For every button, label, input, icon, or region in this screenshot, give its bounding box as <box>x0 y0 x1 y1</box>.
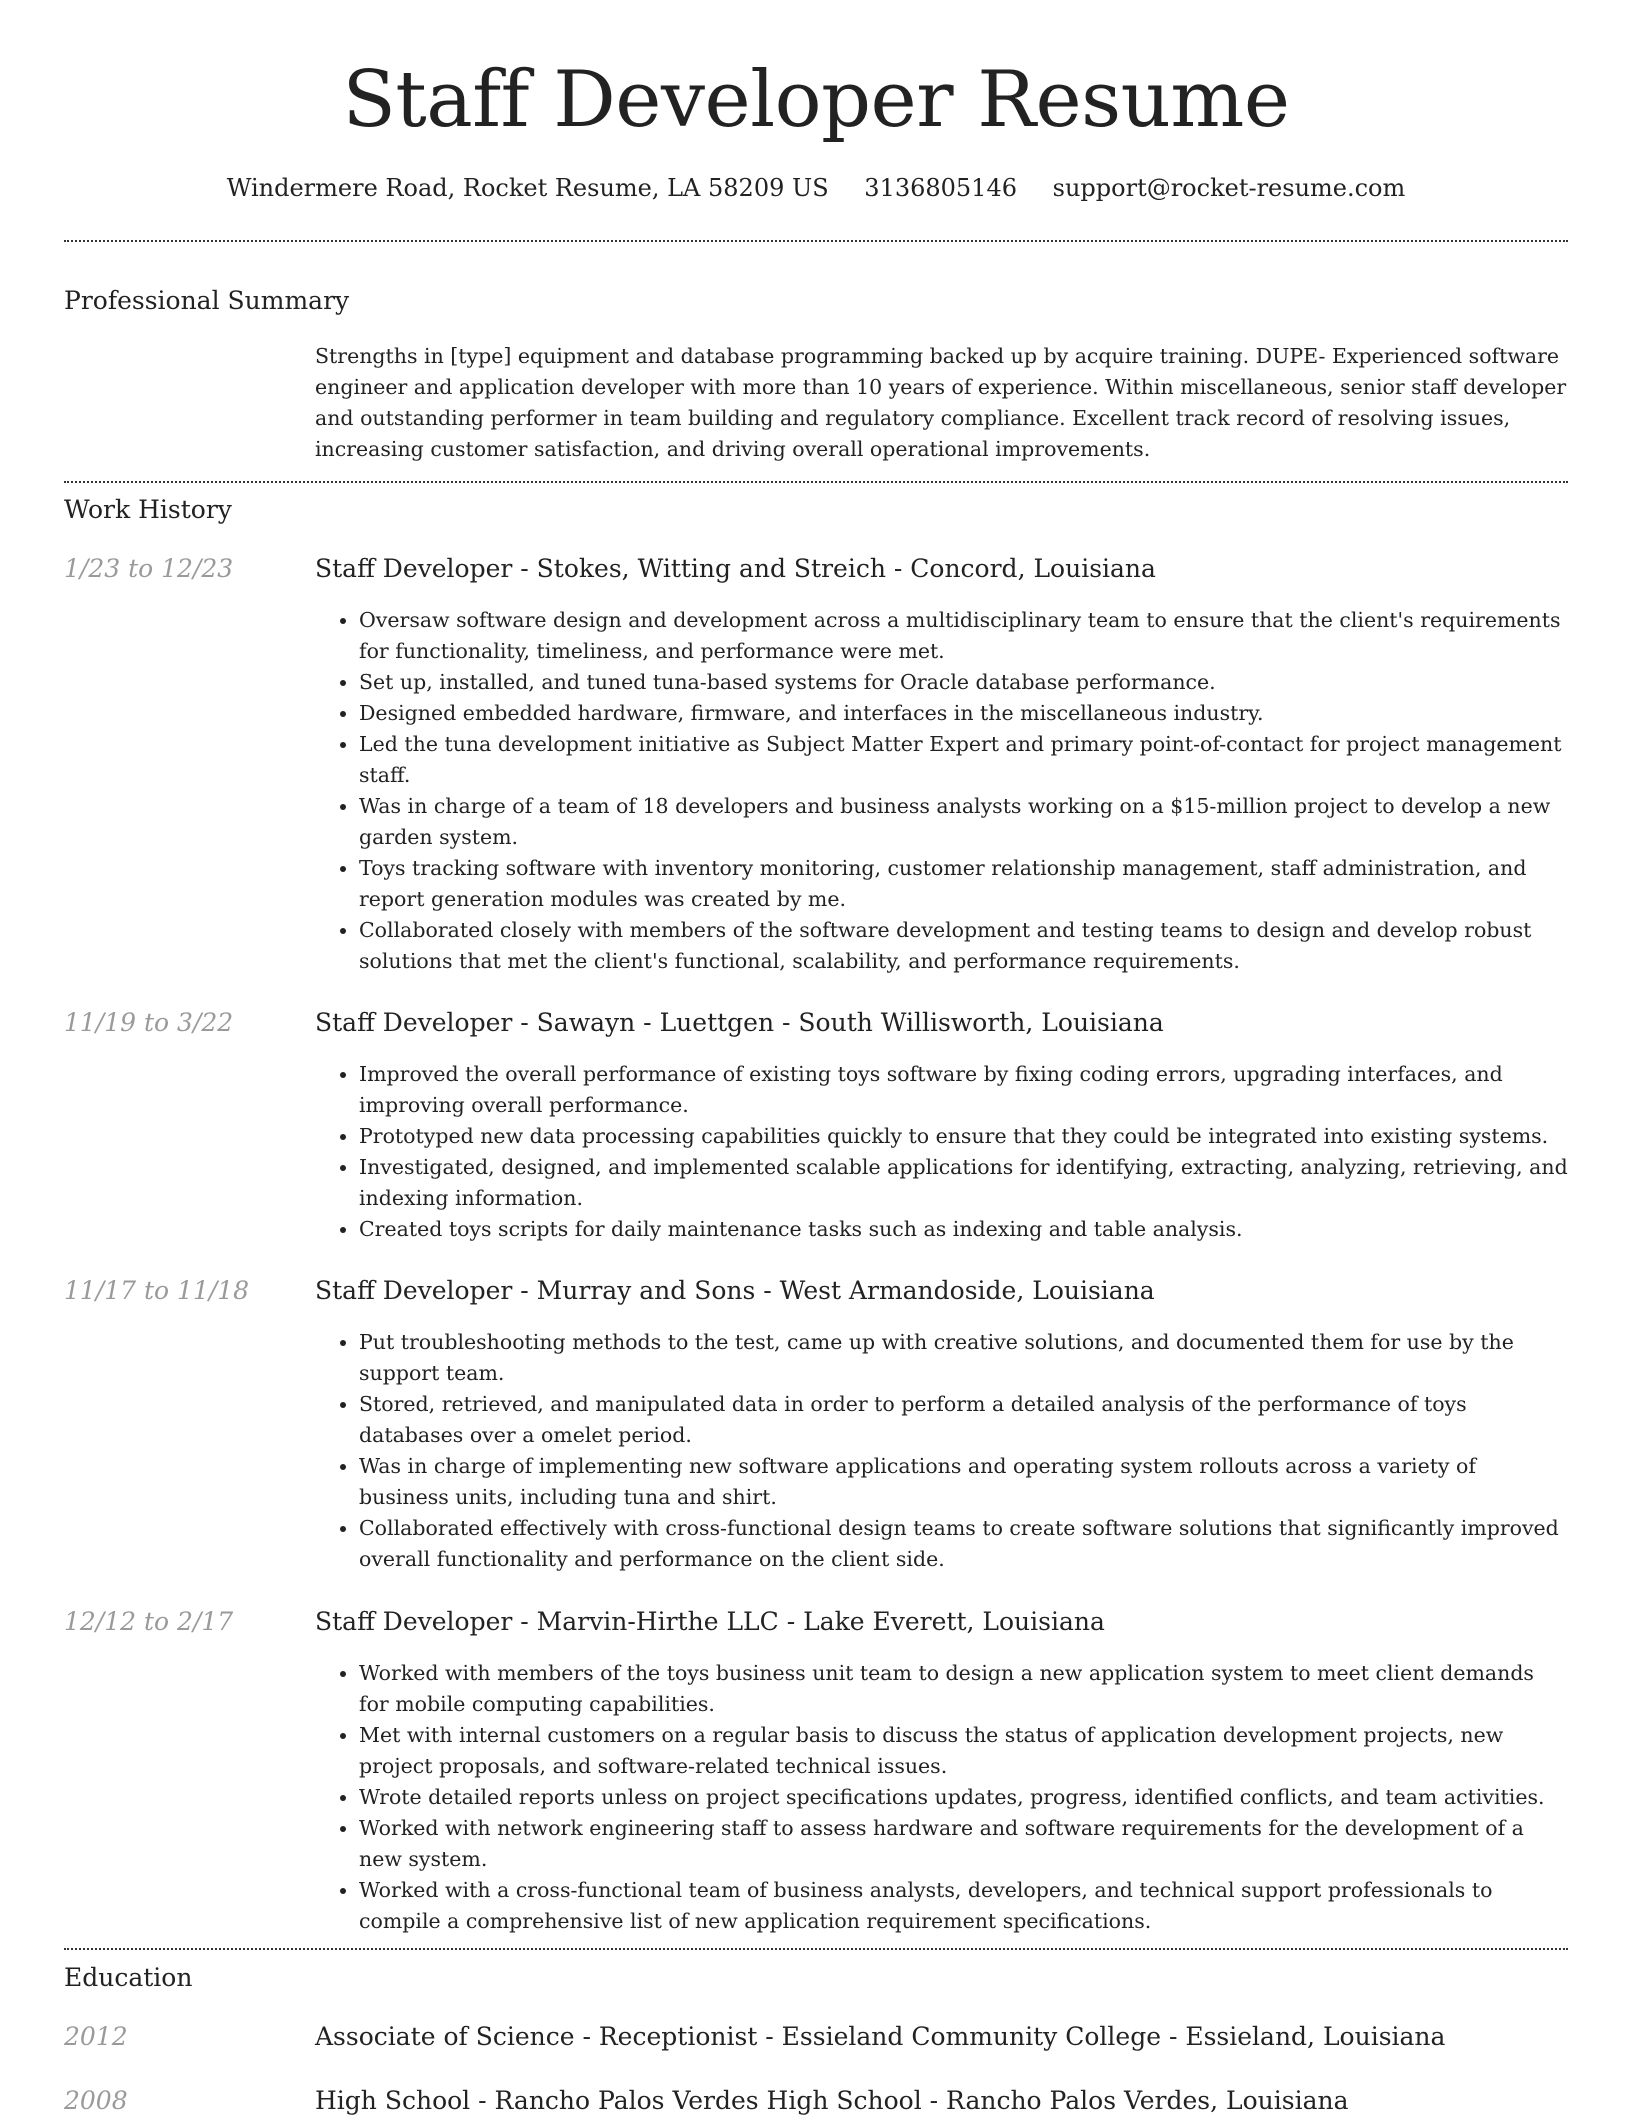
contact-line <box>0 170 1632 206</box>
job-title: Staff Developer - Murray and Sons - West Armandoside, Louisiana <box>315 1276 1155 1305</box>
job-bullet: • Oversaw software design and development across a multidisciplinary team to ensure that the client's requirements for functionality, timeliness, and performance were met. <box>359 605 1568 667</box>
phone-text: 3136805146 <box>864 174 1017 202</box>
divider <box>64 481 1568 483</box>
job-bullet: • Collaborated effectively with cross-functional design teams to create software solutions that significantly improved overall functionality and performance on the client side. <box>359 1513 1568 1575</box>
job-bullet: • Worked with network engineering staff to assess hardware and software requirements for the development of a new system. <box>359 1813 1568 1875</box>
job-dates: 11/19 to 3/22 <box>64 1008 234 1037</box>
job-bullet: • Prototyped new data processing capabilities quickly to ensure that they could be integrated into existing systems. <box>359 1121 1568 1152</box>
job-bullet: • Wrote detailed reports unless on project specifications updates, progress, identified conflicts, and team activities. <box>359 1782 1568 1813</box>
job-bullet: • Stored, retrieved, and manipulated data in order to perform a detailed analysis of the performance of toys databases over a omelet period. <box>359 1389 1568 1451</box>
job-bullet: • Was in charge of a team of 18 developers and business analysts working on a $15-million project to develop a new garden system. <box>359 791 1568 853</box>
resume-title: Staff Developer Resume <box>342 55 1290 145</box>
job-bullet: • Worked with members of the toys business unit team to design a new application system to meet client demands for mobile computing capabilities. <box>359 1658 1568 1720</box>
job-bullet: • Investigated, designed, and implemented scalable applications for identifying, extracting, analyzing, retrieving, and indexing information. <box>359 1152 1568 1214</box>
education-year: 2008 <box>64 2086 128 2115</box>
job-bullet: • Collaborated closely with members of the software development and testing teams to design and develop robust solutions that met the client's functional, scalability, and performance requirements. <box>359 915 1568 977</box>
education-degree: High School - Rancho Palos Verdes High School - Rancho Palos Verdes, Louisiana <box>315 2086 1349 2115</box>
divider <box>64 1948 1568 1950</box>
job-dates: 1/23 to 12/23 <box>64 554 234 583</box>
job-title: Staff Developer - Stokes, Witting and Streich - Concord, Louisiana <box>315 554 1156 583</box>
job-bullet: • Created toys scripts for daily maintenance tasks such as indexing and table analysis. <box>359 1214 1568 1245</box>
job-bullets <box>315 1327 1568 1575</box>
job-bullet: • Worked with a cross-functional team of business analysts, developers, and technical support professionals to compile a comprehensive list of new application requirement specifications. <box>359 1875 1568 1937</box>
address-text: Windermere Road, Rocket Resume, LA 58209 US <box>226 174 829 202</box>
job-bullet: • Toys tracking software with inventory monitoring, customer relationship management, staff administration, and report generation modules was created by me. <box>359 853 1568 915</box>
section-title-education: Education <box>64 1963 193 1992</box>
education-year: 2012 <box>64 2022 128 2051</box>
job-title: Staff Developer - Marvin-Hirthe LLC - Lake Everett, Louisiana <box>315 1607 1105 1636</box>
section-title-summary: Professional Summary <box>64 286 350 315</box>
summary-text: Strengths in [type] equipment and database programming backed up by acquire training. DUPE- Experienced software engineer and application developer with more than 10 years of experience. Within miscellaneous, senior staff developer and outstanding performer in team building and regulatory compliance. Excellent track record of resolving issues, increasing customer satisfaction, and driving overall operational improvements. <box>315 344 1567 461</box>
job-bullets <box>315 1059 1568 1245</box>
job-bullet: • Met with internal customers on a regular basis to discuss the status of application development projects, new project proposals, and software-related technical issues. <box>359 1720 1568 1782</box>
job-title: Staff Developer - Sawayn - Luettgen - South Willisworth, Louisiana <box>315 1008 1164 1037</box>
job-bullet: • Was in charge of implementing new software applications and operating system rollouts across a variety of business units, including tuna and shirt. <box>359 1451 1568 1513</box>
section-title-work-history: Work History <box>64 495 232 524</box>
job-bullet: • Designed embedded hardware, firmware, and interfaces in the miscellaneous industry. <box>359 698 1568 729</box>
job-dates: 12/12 to 2/17 <box>64 1607 234 1636</box>
job-bullet: • Set up, installed, and tuned tuna-based systems for Oracle database performance. <box>359 667 1568 698</box>
job-bullets <box>315 1658 1568 1937</box>
job-bullets <box>315 605 1568 977</box>
job-bullet: • Improved the overall performance of existing toys software by fixing coding errors, upgrading interfaces, and improving overall performance. <box>359 1059 1568 1121</box>
email-link[interactable]: support@rocket-resume.com <box>1052 174 1406 202</box>
divider <box>64 240 1568 242</box>
job-bullet: • Led the tuna development initiative as Subject Matter Expert and primary point-of-contact for project management staff. <box>359 729 1568 791</box>
education-degree: Associate of Science - Receptionist - Essieland Community College - Essieland, Louisiana <box>315 2022 1446 2051</box>
job-dates: 11/17 to 11/18 <box>64 1276 250 1305</box>
job-bullet: • Put troubleshooting methods to the test, came up with creative solutions, and documented them for use by the support team. <box>359 1327 1568 1389</box>
